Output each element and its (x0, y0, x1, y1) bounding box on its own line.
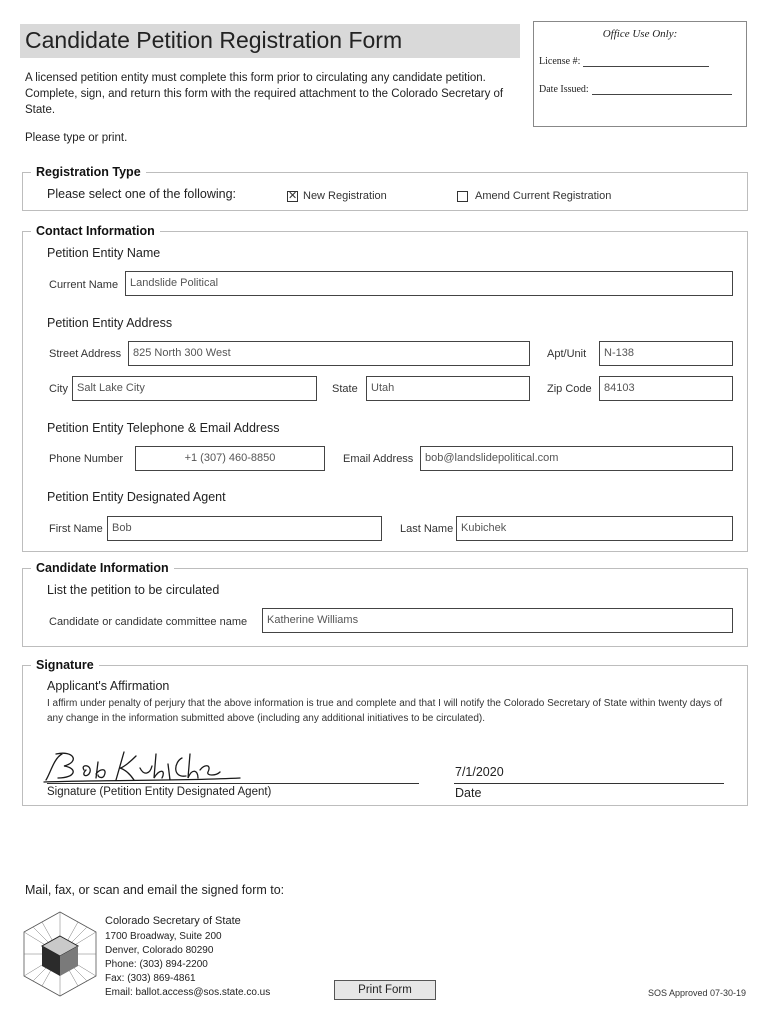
intro-text: A licensed petition entity must complete this form prior to circulating any candidate petition. Complete, sign, and return this form with the required attachment to the Colorado Secretary of State. (25, 72, 504, 116)
current-name-label: Current Name (49, 279, 119, 291)
committee-name-label: Candidate or candidate committee name (49, 616, 248, 628)
registration-prompt: Please select one of the following: (47, 187, 237, 201)
last-name-field[interactable]: Kubichek (456, 516, 733, 541)
street-address-label: Street Address (49, 348, 122, 360)
sos-approved-note: SOS Approved 07-30-19 (648, 988, 747, 998)
handwritten-signature (40, 744, 250, 786)
candidate-information-section (22, 561, 748, 647)
amend-registration-label: Amend Current Registration (475, 190, 612, 202)
license-line (583, 56, 709, 67)
amend-registration-checkbox[interactable] (457, 191, 468, 202)
mail-instructions-heading: Mail, fax, or scan and email the signed form to: (25, 883, 285, 897)
state-label: State (332, 383, 358, 395)
phone-number-label: Phone Number (49, 453, 123, 465)
signature-date-value[interactable]: 7/1/2020 (455, 765, 504, 779)
entity-name-heading: Petition Entity Name (47, 246, 161, 260)
phone-number-field[interactable]: +1 (307) 460-8850 (135, 446, 325, 471)
signature-legend: Signature (36, 658, 94, 672)
office-use-box (533, 21, 747, 127)
state-field[interactable]: Utah (366, 376, 530, 401)
apt-unit-field[interactable]: N-138 (599, 341, 733, 366)
current-name-field[interactable]: Landslide Political (125, 271, 733, 296)
org-fax: Fax: (303) 869-4861 (105, 973, 196, 984)
date-issued-row (539, 84, 732, 95)
please-type-note: Please type or print. (25, 132, 128, 144)
office-use-heading: Office Use Only: (602, 28, 678, 40)
email-address-field[interactable]: bob@landslidepolitical.com (420, 446, 733, 471)
last-name-label: Last Name (400, 523, 454, 535)
license-label: License #: (539, 56, 581, 67)
colorado-seal-logo (20, 910, 100, 998)
date-label: Date (455, 786, 482, 800)
contact-information-legend: Contact Information (36, 224, 155, 238)
telephone-email-heading: Petition Entity Telephone & Email Address (47, 421, 280, 435)
candidate-information-legend: Candidate Information (36, 561, 169, 575)
print-form-button[interactable]: Print Form (334, 980, 436, 1000)
email-address-label: Email Address (343, 453, 414, 465)
org-phone: Phone: (303) 894-2200 (105, 959, 208, 970)
first-name-field[interactable]: Bob (107, 516, 382, 541)
date-line (454, 783, 724, 784)
committee-name-field[interactable]: Katherine Williams (262, 608, 733, 633)
street-address-field[interactable]: 825 North 300 West (128, 341, 530, 366)
zip-code-label: Zip Code (547, 383, 592, 395)
form-title: Candidate Petition Registration Form (25, 27, 403, 53)
org-email: Email: ballot.access@sos.state.co.us (105, 987, 271, 998)
date-issued-label: Date Issued: (539, 84, 589, 95)
designated-agent-heading: Petition Entity Designated Agent (47, 490, 226, 504)
address-line-2: Denver, Colorado 80290 (105, 945, 214, 956)
city-field[interactable]: Salt Lake City (72, 376, 317, 401)
petition-heading: List the petition to be circulated (47, 583, 220, 597)
registration-type-legend: Registration Type (36, 165, 141, 179)
date-issued-line (592, 84, 732, 95)
signature-label: Signature (Petition Entity Designated Agent) (47, 786, 272, 798)
apt-unit-label: Apt/Unit (547, 348, 587, 360)
zip-code-field[interactable]: 84103 (599, 376, 733, 401)
org-name: Colorado Secretary of State (105, 915, 241, 927)
affirmation-text: I affirm under penalty of perjury that the above information is true and complete and that I will notify the Colorado Secretary of State within twenty days of any change in the information submitted above (including any additional initiatives to be circulated). (47, 698, 723, 724)
address-line-1: 1700 Broadway, Suite 200 (105, 931, 222, 942)
affirmation-heading: Applicant's Affirmation (47, 679, 170, 693)
signature-line (47, 783, 419, 784)
city-label: City (49, 383, 68, 395)
new-registration-checkbox[interactable]: ✕ (288, 190, 298, 202)
new-registration-label: New Registration (303, 190, 387, 202)
license-number-row (539, 56, 709, 67)
first-name-label: First Name (49, 523, 103, 535)
entity-address-heading: Petition Entity Address (47, 316, 173, 330)
